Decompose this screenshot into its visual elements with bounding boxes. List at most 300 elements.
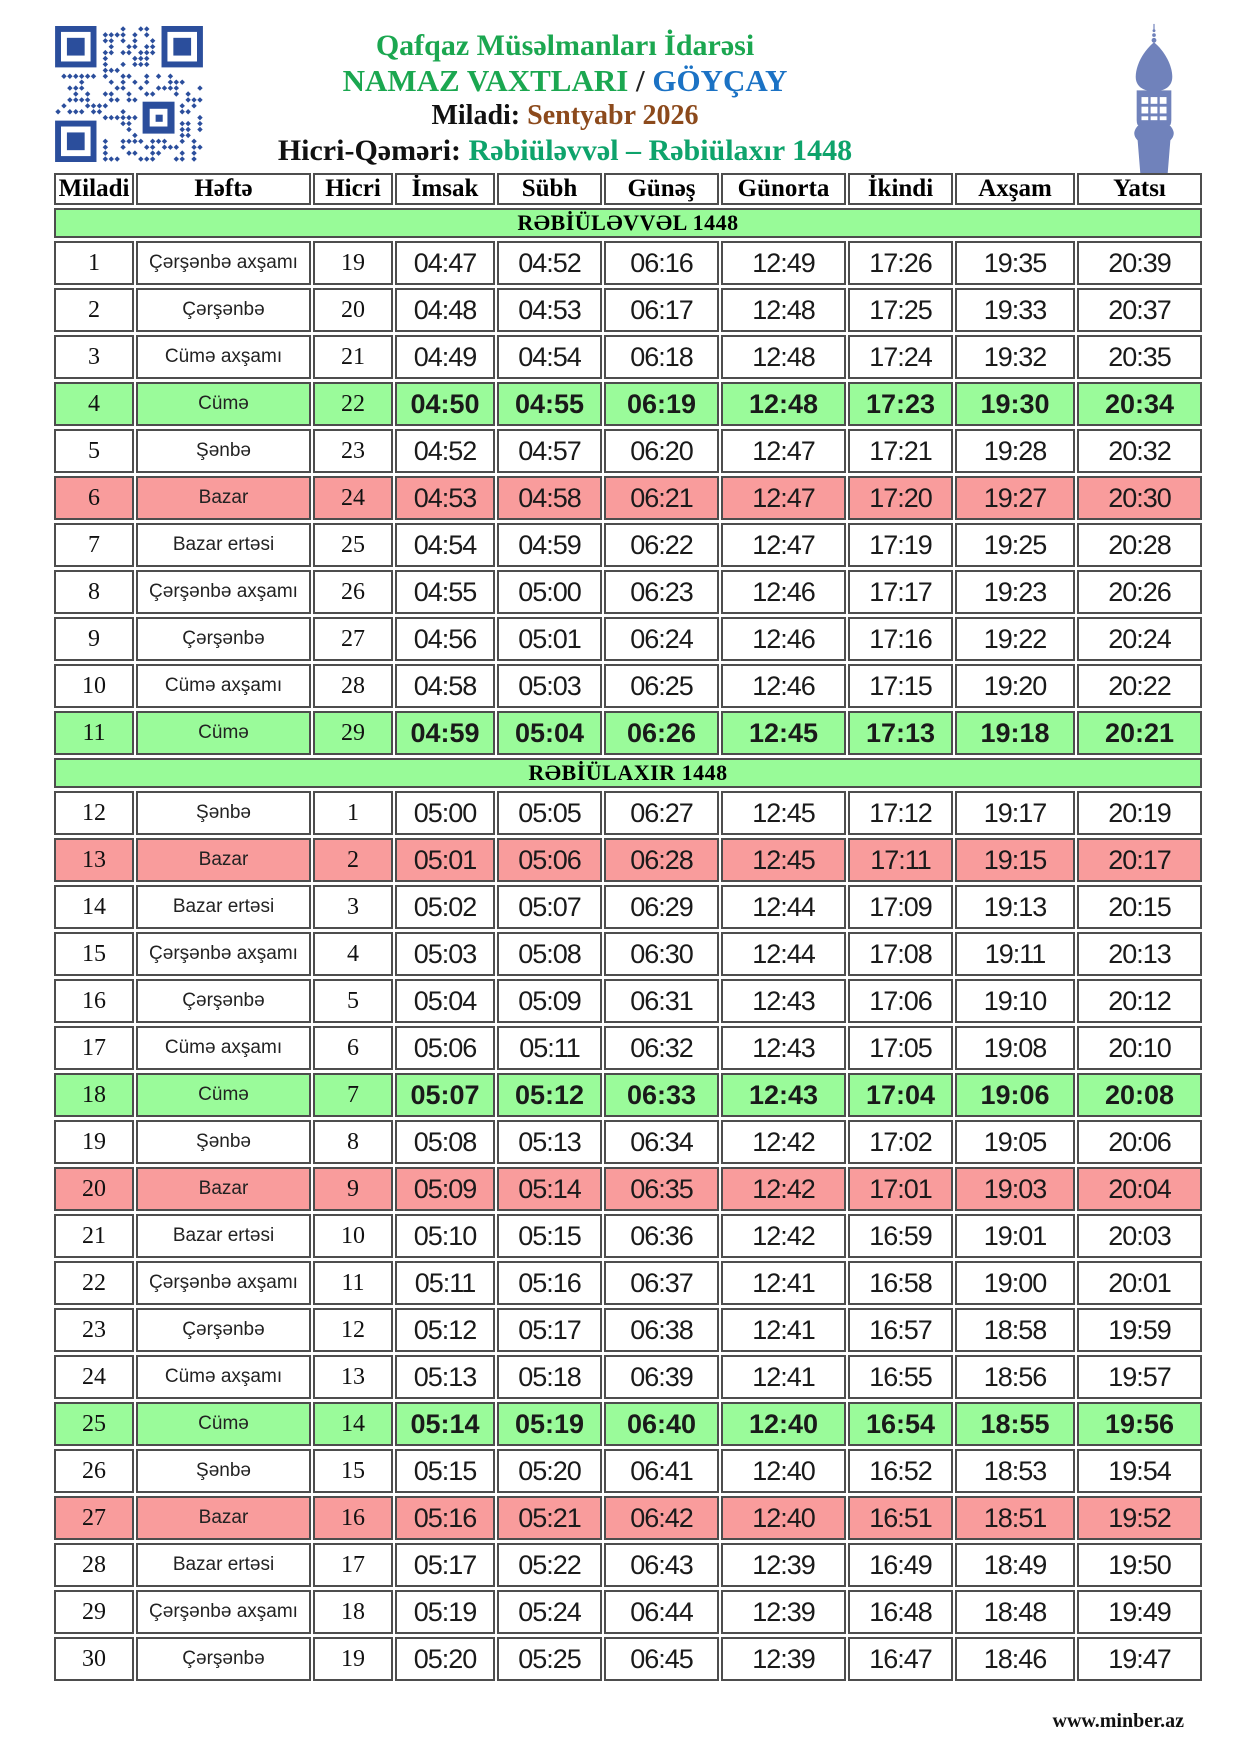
table-row [54, 1355, 1202, 1399]
time-cell: 16:54 [848, 1402, 953, 1446]
table-row [54, 791, 1202, 835]
time-cell: 05:15 [395, 1449, 495, 1493]
time-cell: 06:40 [604, 1402, 719, 1446]
miladi-cell: 30 [54, 1637, 134, 1681]
time-cell: 04:49 [395, 335, 495, 379]
time-cell: 19:49 [1077, 1590, 1202, 1634]
time-cell: 17:06 [848, 979, 953, 1023]
time-cell: 05:12 [395, 1308, 495, 1352]
hicri-cell: 1 [313, 791, 393, 835]
time-cell: 04:52 [395, 429, 495, 473]
time-cell: 12:42 [721, 1214, 846, 1258]
time-cell: 06:28 [604, 838, 719, 882]
time-cell: 05:09 [497, 979, 602, 1023]
table-row [54, 617, 1202, 661]
miladi-cell: 25 [54, 1402, 134, 1446]
table-row [54, 664, 1202, 708]
time-cell: 05:21 [497, 1496, 602, 1540]
table-row [54, 1167, 1202, 1211]
hicri-cell: 22 [313, 382, 393, 426]
time-cell: 17:05 [848, 1026, 953, 1070]
time-cell: 12:46 [721, 617, 846, 661]
time-cell: 19:22 [955, 617, 1075, 661]
weekday-cell: Bazar [136, 1167, 311, 1211]
weekday-cell: Şənbə [136, 1120, 311, 1164]
time-cell: 12:47 [721, 476, 846, 520]
table-row [54, 382, 1202, 426]
time-cell: 12:48 [721, 335, 846, 379]
table-header-row [54, 173, 1202, 205]
table-row [54, 1449, 1202, 1493]
weekday-cell: Çərşənbə [136, 617, 311, 661]
column-header: Hicri [313, 173, 393, 205]
miladi-cell: 8 [54, 570, 134, 614]
time-cell: 20:13 [1077, 932, 1202, 976]
time-cell: 05:02 [395, 885, 495, 929]
time-cell: 17:11 [848, 838, 953, 882]
time-cell: 20:35 [1077, 335, 1202, 379]
miladi-cell: 15 [54, 932, 134, 976]
hicri-cell: 2 [313, 838, 393, 882]
time-cell: 06:17 [604, 288, 719, 332]
time-cell: 18:46 [955, 1637, 1075, 1681]
column-header: İkindi [848, 173, 953, 205]
time-cell: 12:40 [721, 1449, 846, 1493]
time-cell: 17:16 [848, 617, 953, 661]
miladi-cell: 2 [54, 288, 134, 332]
time-cell: 18:55 [955, 1402, 1075, 1446]
time-cell: 12:40 [721, 1496, 846, 1540]
time-cell: 06:30 [604, 932, 719, 976]
time-cell: 19:28 [955, 429, 1075, 473]
time-cell: 04:48 [395, 288, 495, 332]
time-cell: 06:42 [604, 1496, 719, 1540]
table-row [54, 1261, 1202, 1305]
table-row [54, 523, 1202, 567]
table-row [54, 429, 1202, 473]
time-cell: 19:54 [1077, 1449, 1202, 1493]
column-header: Axşam [955, 173, 1075, 205]
time-cell: 12:48 [721, 382, 846, 426]
miladi-cell: 19 [54, 1120, 134, 1164]
time-cell: 12:39 [721, 1590, 846, 1634]
time-cell: 20:01 [1077, 1261, 1202, 1305]
weekday-cell: Cümə [136, 711, 311, 755]
hicri-cell: 8 [313, 1120, 393, 1164]
section-header-row [54, 758, 1202, 788]
time-cell: 12:45 [721, 711, 846, 755]
time-cell: 04:53 [497, 288, 602, 332]
time-cell: 04:55 [497, 382, 602, 426]
time-cell: 20:32 [1077, 429, 1202, 473]
time-cell: 19:25 [955, 523, 1075, 567]
time-cell: 05:07 [395, 1073, 495, 1117]
hicri-cell: 7 [313, 1073, 393, 1117]
time-cell: 12:47 [721, 523, 846, 567]
time-cell: 19:03 [955, 1167, 1075, 1211]
weekday-cell: Çərşənbə axşamı [136, 570, 311, 614]
hicri-cell: 18 [313, 1590, 393, 1634]
time-cell: 05:17 [497, 1308, 602, 1352]
time-cell: 17:13 [848, 711, 953, 755]
weekday-cell: Çərşənbə [136, 1637, 311, 1681]
weekday-cell: Çərşənbə axşamı [136, 932, 311, 976]
time-cell: 05:13 [395, 1355, 495, 1399]
time-cell: 18:53 [955, 1449, 1075, 1493]
time-cell: 05:25 [497, 1637, 602, 1681]
miladi-cell: 14 [54, 885, 134, 929]
section-title: RƏBİÜLƏVVƏL 1448 [54, 208, 1202, 238]
time-cell: 18:56 [955, 1355, 1075, 1399]
time-cell: 06:38 [604, 1308, 719, 1352]
time-cell: 19:52 [1077, 1496, 1202, 1540]
hicri-cell: 4 [313, 932, 393, 976]
time-cell: 05:22 [497, 1543, 602, 1587]
time-cell: 05:16 [395, 1496, 495, 1540]
miladi-cell: 28 [54, 1543, 134, 1587]
weekday-cell: Şənbə [136, 429, 311, 473]
section-title: RƏBİÜLAXIR 1448 [54, 758, 1202, 788]
organization-title: Qafqaz Müsəlmanları İdarəsi [375, 29, 755, 62]
time-cell: 05:11 [395, 1261, 495, 1305]
hicri-cell: 24 [313, 476, 393, 520]
time-cell: 12:39 [721, 1637, 846, 1681]
time-cell: 19:32 [955, 335, 1075, 379]
time-cell: 19:35 [955, 241, 1075, 285]
hicri-cell: 16 [313, 1496, 393, 1540]
time-cell: 06:18 [604, 335, 719, 379]
weekday-cell: Bazar ertəsi [136, 523, 311, 567]
time-cell: 16:48 [848, 1590, 953, 1634]
time-cell: 06:34 [604, 1120, 719, 1164]
time-cell: 06:31 [604, 979, 719, 1023]
table-row [54, 288, 1202, 332]
time-cell: 05:00 [497, 570, 602, 614]
time-cell: 20:04 [1077, 1167, 1202, 1211]
table-row [54, 1073, 1202, 1117]
time-cell: 06:43 [604, 1543, 719, 1587]
time-cell: 04:59 [395, 711, 495, 755]
hicri-cell: 20 [313, 288, 393, 332]
time-cell: 19:30 [955, 382, 1075, 426]
time-cell: 12:41 [721, 1355, 846, 1399]
time-cell: 12:41 [721, 1261, 846, 1305]
time-cell: 12:44 [721, 885, 846, 929]
time-cell: 06:27 [604, 791, 719, 835]
time-cell: 20:30 [1077, 476, 1202, 520]
time-cell: 19:27 [955, 476, 1075, 520]
time-cell: 05:20 [395, 1637, 495, 1681]
column-header: Həftə [136, 173, 311, 205]
time-cell: 05:16 [497, 1261, 602, 1305]
time-cell: 05:15 [497, 1214, 602, 1258]
time-cell: 05:04 [497, 711, 602, 755]
time-cell: 18:49 [955, 1543, 1075, 1587]
time-cell: 05:19 [497, 1402, 602, 1446]
time-cell: 16:55 [848, 1355, 953, 1399]
time-cell: 17:20 [848, 476, 953, 520]
weekday-cell: Çərşənbə [136, 979, 311, 1023]
time-cell: 17:15 [848, 664, 953, 708]
time-cell: 17:04 [848, 1073, 953, 1117]
time-cell: 12:40 [721, 1402, 846, 1446]
time-cell: 05:20 [497, 1449, 602, 1493]
hicri-line: Hicri-Qəməri: Rəbiüləvvəl – Rəbiülaxır 1448 [277, 134, 853, 167]
hicri-cell: 6 [313, 1026, 393, 1070]
weekday-cell: Cümə axşamı [136, 664, 311, 708]
time-cell: 06:37 [604, 1261, 719, 1305]
time-cell: 20:06 [1077, 1120, 1202, 1164]
time-cell: 20:26 [1077, 570, 1202, 614]
time-cell: 19:11 [955, 932, 1075, 976]
weekday-cell: Cümə [136, 1073, 311, 1117]
time-cell: 06:24 [604, 617, 719, 661]
time-cell: 05:06 [497, 838, 602, 882]
time-cell: 20:03 [1077, 1214, 1202, 1258]
time-cell: 20:21 [1077, 711, 1202, 755]
time-cell: 12:49 [721, 241, 846, 285]
time-cell: 17:25 [848, 288, 953, 332]
prayer-times-table [52, 170, 1204, 1684]
time-cell: 06:32 [604, 1026, 719, 1070]
section-header-row [54, 208, 1202, 238]
miladi-cell: 18 [54, 1073, 134, 1117]
hicri-cell: 19 [313, 241, 393, 285]
time-cell: 19:57 [1077, 1355, 1202, 1399]
hicri-cell: 11 [313, 1261, 393, 1305]
time-cell: 05:11 [497, 1026, 602, 1070]
hicri-cell: 29 [313, 711, 393, 755]
weekday-cell: Çərşənbə axşamı [136, 241, 311, 285]
weekday-cell: Bazar [136, 476, 311, 520]
time-cell: 06:16 [604, 241, 719, 285]
time-cell: 05:14 [395, 1402, 495, 1446]
hicri-cell: 27 [313, 617, 393, 661]
city-name: GÖYÇAY [652, 63, 788, 98]
time-cell: 17:12 [848, 791, 953, 835]
table-row [54, 885, 1202, 929]
table-row [54, 1308, 1202, 1352]
hicri-cell: 3 [313, 885, 393, 929]
weekday-cell: Çərşənbə axşamı [136, 1590, 311, 1634]
time-cell: 20:15 [1077, 885, 1202, 929]
table-row [54, 476, 1202, 520]
time-cell: 12:44 [721, 932, 846, 976]
weekday-cell: Cümə axşamı [136, 1355, 311, 1399]
hicri-cell: 5 [313, 979, 393, 1023]
table-row [54, 570, 1202, 614]
table-row [54, 1590, 1202, 1634]
column-header: Yatsı [1077, 173, 1202, 205]
time-cell: 06:21 [604, 476, 719, 520]
time-cell: 20:12 [1077, 979, 1202, 1023]
miladi-cell: 10 [54, 664, 134, 708]
time-cell: 19:06 [955, 1073, 1075, 1117]
time-cell: 06:39 [604, 1355, 719, 1399]
time-cell: 05:12 [497, 1073, 602, 1117]
time-cell: 20:19 [1077, 791, 1202, 835]
miladi-cell: 24 [54, 1355, 134, 1399]
time-cell: 05:09 [395, 1167, 495, 1211]
miladi-cell: 4 [54, 382, 134, 426]
time-cell: 05:17 [395, 1543, 495, 1587]
time-cell: 20:08 [1077, 1073, 1202, 1117]
miladi-cell: 27 [54, 1496, 134, 1540]
time-cell: 20:39 [1077, 241, 1202, 285]
time-cell: 04:57 [497, 429, 602, 473]
hicri-cell: 25 [313, 523, 393, 567]
weekday-cell: Şənbə [136, 791, 311, 835]
hicri-cell: 15 [313, 1449, 393, 1493]
time-cell: 05:01 [497, 617, 602, 661]
time-cell: 19:10 [955, 979, 1075, 1023]
miladi-cell: 5 [54, 429, 134, 473]
time-cell: 19:13 [955, 885, 1075, 929]
miladi-month: Sentyabr 2026 [527, 100, 699, 131]
weekday-cell: Cümə [136, 1402, 311, 1446]
time-cell: 12:46 [721, 570, 846, 614]
time-cell: 06:26 [604, 711, 719, 755]
weekday-cell: Şənbə [136, 1449, 311, 1493]
miladi-cell: 12 [54, 791, 134, 835]
time-cell: 17:26 [848, 241, 953, 285]
time-cell: 06:20 [604, 429, 719, 473]
time-cell: 16:47 [848, 1637, 953, 1681]
time-cell: 06:41 [604, 1449, 719, 1493]
time-cell: 16:58 [848, 1261, 953, 1305]
weekday-cell: Bazar [136, 838, 311, 882]
hicri-cell: 26 [313, 570, 393, 614]
weekday-cell: Cümə [136, 382, 311, 426]
time-cell: 20:37 [1077, 288, 1202, 332]
time-cell: 12:43 [721, 1073, 846, 1117]
table-row [54, 1026, 1202, 1070]
page-header [0, 28, 1130, 168]
time-cell: 19:20 [955, 664, 1075, 708]
time-cell: 05:01 [395, 838, 495, 882]
hicri-cell: 12 [313, 1308, 393, 1352]
time-cell: 19:47 [1077, 1637, 1202, 1681]
time-cell: 19:18 [955, 711, 1075, 755]
time-cell: 12:46 [721, 664, 846, 708]
miladi-cell: 23 [54, 1308, 134, 1352]
time-cell: 17:24 [848, 335, 953, 379]
time-cell: 05:18 [497, 1355, 602, 1399]
time-cell: 12:48 [721, 288, 846, 332]
table-row [54, 241, 1202, 285]
time-cell: 19:59 [1077, 1308, 1202, 1352]
time-cell: 04:47 [395, 241, 495, 285]
time-cell: 06:44 [604, 1590, 719, 1634]
miladi-cell: 3 [54, 335, 134, 379]
hicri-months: Rəbiüləvvəl – Rəbiülaxır 1448 [468, 134, 853, 167]
miladi-cell: 21 [54, 1214, 134, 1258]
time-cell: 16:49 [848, 1543, 953, 1587]
time-cell: 05:24 [497, 1590, 602, 1634]
time-cell: 04:58 [497, 476, 602, 520]
page-title: NAMAZ VAXTLARI / GÖYÇAY [342, 63, 788, 98]
hicri-cell: 23 [313, 429, 393, 473]
time-cell: 06:33 [604, 1073, 719, 1117]
time-cell: 12:43 [721, 1026, 846, 1070]
time-cell: 05:00 [395, 791, 495, 835]
miladi-cell: 26 [54, 1449, 134, 1493]
miladi-cell: 9 [54, 617, 134, 661]
time-cell: 12:45 [721, 838, 846, 882]
time-cell: 17:17 [848, 570, 953, 614]
column-header: Miladi [54, 173, 134, 205]
time-cell: 19:05 [955, 1120, 1075, 1164]
time-cell: 19:50 [1077, 1543, 1202, 1587]
table-row [54, 1543, 1202, 1587]
time-cell: 16:52 [848, 1449, 953, 1493]
miladi-cell: 11 [54, 711, 134, 755]
table-row [54, 1120, 1202, 1164]
time-cell: 05:13 [497, 1120, 602, 1164]
miladi-cell: 17 [54, 1026, 134, 1070]
time-cell: 05:08 [395, 1120, 495, 1164]
table-row [54, 1637, 1202, 1681]
time-cell: 20:22 [1077, 664, 1202, 708]
time-cell: 17:02 [848, 1120, 953, 1164]
column-header: İmsak [395, 173, 495, 205]
weekday-cell: Çərşənbə [136, 288, 311, 332]
weekday-cell: Bazar ertəsi [136, 1214, 311, 1258]
time-cell: 12:47 [721, 429, 846, 473]
weekday-cell: Bazar [136, 1496, 311, 1540]
time-cell: 05:14 [497, 1167, 602, 1211]
table-row [54, 1496, 1202, 1540]
time-cell: 04:52 [497, 241, 602, 285]
miladi-line: Miladi: Sentyabr 2026 [431, 100, 699, 131]
miladi-cell: 29 [54, 1590, 134, 1634]
time-cell: 12:43 [721, 979, 846, 1023]
time-cell: 04:56 [395, 617, 495, 661]
table-row [54, 335, 1202, 379]
time-cell: 05:05 [497, 791, 602, 835]
time-cell: 17:23 [848, 382, 953, 426]
time-cell: 19:33 [955, 288, 1075, 332]
time-cell: 05:03 [497, 664, 602, 708]
miladi-cell: 20 [54, 1167, 134, 1211]
table-row [54, 1402, 1202, 1446]
table-row [54, 838, 1202, 882]
table-row [54, 1214, 1202, 1258]
time-cell: 05:10 [395, 1214, 495, 1258]
miladi-cell: 13 [54, 838, 134, 882]
time-cell: 20:24 [1077, 617, 1202, 661]
time-cell: 19:08 [955, 1026, 1075, 1070]
miladi-cell: 6 [54, 476, 134, 520]
time-cell: 05:08 [497, 932, 602, 976]
time-cell: 12:45 [721, 791, 846, 835]
column-header: Günəş [604, 173, 719, 205]
weekday-cell: Bazar ertəsi [136, 885, 311, 929]
time-cell: 20:28 [1077, 523, 1202, 567]
website-text: www.minber.az [1052, 1710, 1184, 1732]
time-cell: 19:00 [955, 1261, 1075, 1305]
hicri-cell: 9 [313, 1167, 393, 1211]
hicri-cell: 13 [313, 1355, 393, 1399]
column-header: Sübh [497, 173, 602, 205]
time-cell: 05:19 [395, 1590, 495, 1634]
time-cell: 05:06 [395, 1026, 495, 1070]
time-cell: 17:19 [848, 523, 953, 567]
time-cell: 17:21 [848, 429, 953, 473]
time-cell: 12:42 [721, 1120, 846, 1164]
column-header: Günorta [721, 173, 846, 205]
time-cell: 04:54 [395, 523, 495, 567]
